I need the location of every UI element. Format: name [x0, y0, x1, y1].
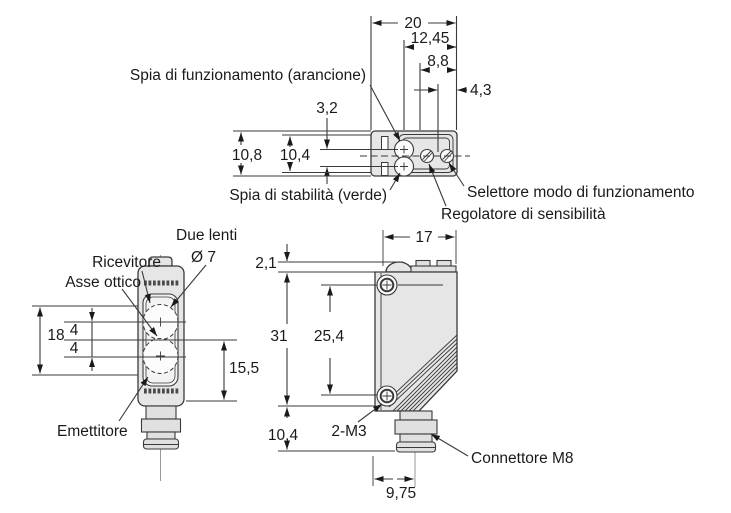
- label-optical-axis: Asse ottico: [65, 274, 141, 291]
- dim-lens-span: 18: [47, 327, 65, 344]
- leader-connector: [431, 434, 468, 456]
- top-view: [130, 15, 695, 223]
- side-top-plate: [411, 266, 456, 272]
- front-connector-neck: [146, 406, 176, 419]
- side-connector-collar: [395, 420, 437, 434]
- indicator-slot-bottom: [382, 163, 389, 176]
- dim-depth: 17: [415, 229, 433, 246]
- dim-indicator-gap: 3,2: [316, 100, 338, 117]
- dim-connector-length: 10,4: [267, 427, 299, 444]
- label-emitter: Emettitore: [57, 423, 128, 440]
- label-connector: Connettore M8: [471, 450, 574, 467]
- dim-axis-to-bottom: 15,5: [229, 360, 260, 377]
- dim-indicator-offset: 12,45: [410, 30, 450, 47]
- dim-edge-offset: 4,3: [470, 82, 492, 99]
- side-connector-neck: [400, 411, 432, 420]
- dim-body-height: 31: [270, 328, 288, 345]
- dim-lower-half: 4: [69, 340, 79, 357]
- front-connector-collar: [142, 419, 181, 432]
- front-connector-cap: [144, 439, 179, 449]
- label-lens-diameter: Ø 7: [191, 249, 216, 266]
- label-sensitivity-adjuster: Regolatore di sensibilità: [441, 206, 606, 223]
- side-connector-band: [400, 434, 432, 442]
- dim-hole-span: 25,4: [313, 328, 345, 345]
- front-connector-band: [147, 432, 175, 439]
- dim-adjuster-offset: 8,8: [427, 53, 449, 70]
- side-connector-cap: [397, 442, 436, 452]
- label-operation-indicator: Spia di funzionamento (arancione): [129, 67, 366, 84]
- side-view: [255, 229, 573, 502]
- indicator-slot-top: [382, 137, 389, 150]
- dim-upper-half: 4: [69, 322, 79, 339]
- dim-dome-height: 2,1: [255, 255, 277, 272]
- label-mounting-holes: 2-M3: [331, 423, 367, 440]
- side-view-dome: [386, 262, 412, 272]
- label-two-lenses: Due lenti: [176, 227, 238, 244]
- label-receiver: Ricevitore: [92, 254, 161, 271]
- dim-total-width: 20: [404, 15, 422, 32]
- dim-connector-offset: 9,75: [385, 485, 417, 502]
- dim-inner-depth: 10,4: [279, 147, 311, 164]
- leader-mounting-holes: [358, 404, 382, 422]
- label-stability-indicator: Spia di stabilità (verde): [229, 187, 387, 204]
- dim-total-depth: 10,8: [231, 147, 263, 164]
- front-view: [32, 227, 259, 481]
- label-mode-selector: Selettore modo di funzionamento: [467, 184, 695, 201]
